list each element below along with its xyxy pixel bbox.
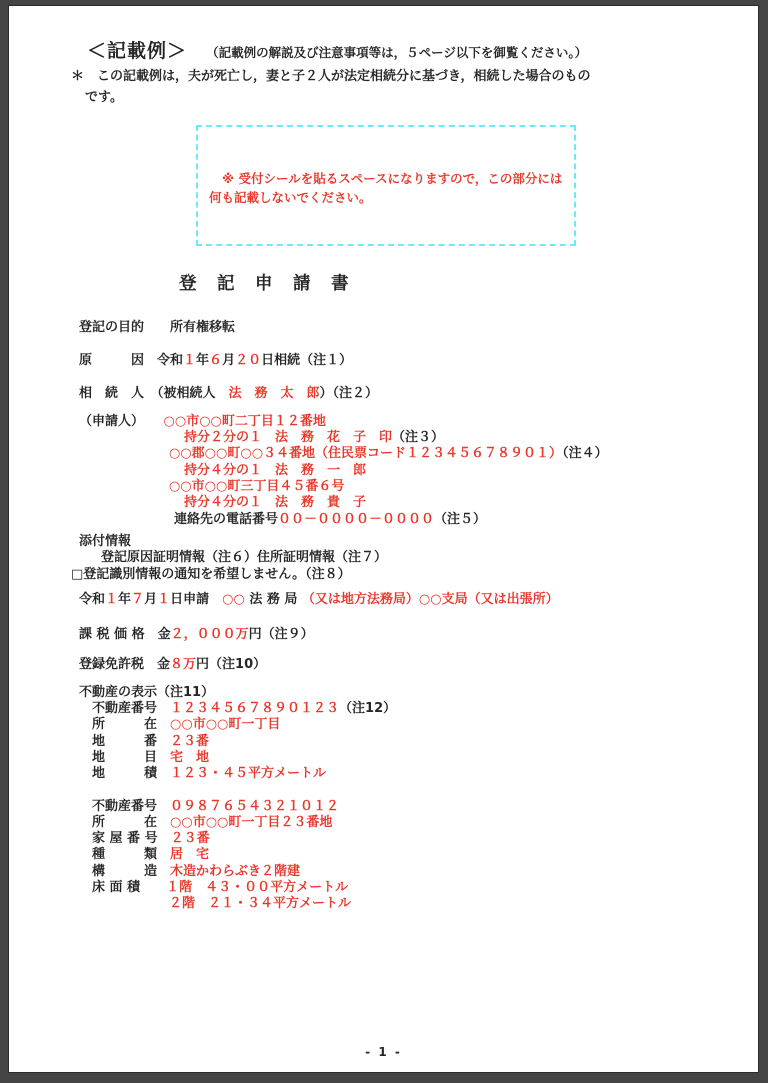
document-line (92, 831, 744, 847)
document-line (184, 463, 744, 479)
text-segment: ２３番 (170, 733, 210, 749)
text-segment: 登記原因証明情報（注６）住所証明情報（注７） (101, 550, 388, 566)
text-segment: 所 在 (92, 814, 171, 830)
text-segment: （注12） (339, 701, 397, 717)
document-line (79, 353, 744, 369)
document-line (92, 717, 744, 733)
text-segment: 令和 (79, 591, 106, 607)
text-segment: （又は地方法務局）○○支局（又は出張所） (301, 591, 559, 607)
document-line (79, 414, 744, 430)
text-segment: 床 面 積 (92, 880, 167, 896)
text-segment: 所 在 (92, 717, 171, 733)
document-line (169, 896, 744, 912)
text-segment: ０９８７６５４３２１０１２ (170, 798, 340, 814)
document-line (92, 799, 744, 815)
document-line (92, 766, 744, 782)
document-line (92, 734, 744, 750)
document-line (101, 550, 744, 566)
document-line (79, 627, 744, 643)
document-line (184, 495, 744, 511)
document-line (92, 847, 744, 863)
document-line (92, 815, 744, 831)
text-segment: 課 税 価 格 金 (79, 627, 171, 643)
text-segment: ２０ (235, 353, 262, 369)
text-segment: 不動産の表示（注11） (79, 684, 215, 700)
text-segment: ７ (131, 591, 145, 607)
page-header (87, 36, 744, 63)
text-segment: （注４） (562, 446, 608, 462)
document-page (8, 5, 759, 1073)
document-line (169, 446, 744, 462)
page-content (71, 36, 744, 913)
text-segment: １ (105, 591, 119, 607)
text-segment: 地 目 (92, 749, 171, 765)
text-segment: 居 宅 (170, 847, 210, 863)
text-segment: ２階 ２１・３４平方メートル (169, 896, 352, 912)
document-line (79, 320, 744, 336)
document-line (79, 685, 744, 701)
text-segment: ）（注２） (319, 385, 379, 401)
text-segment: ６ (209, 353, 223, 369)
document-line (169, 479, 744, 495)
text-segment: 構 造 (92, 863, 171, 879)
text-segment: ２，０００万 (170, 627, 249, 643)
text-segment: 月 (144, 591, 158, 607)
text-segment: １ (183, 353, 197, 369)
text-segment: 種 類 (92, 847, 171, 863)
page-title: 登 記 申 請 書 (179, 274, 350, 294)
document-line (92, 750, 744, 766)
text-segment: 月 (222, 353, 236, 369)
text-segment: ○○ (222, 591, 245, 607)
document-line (79, 386, 744, 402)
text-segment: 原 因 令和 (79, 353, 184, 369)
remark-line-2: です。 (85, 90, 123, 105)
seal-space-box (196, 125, 576, 246)
text-segment: （申請人） (79, 413, 164, 429)
text-segment: 添付情報 (79, 533, 132, 549)
text-segment: 木造かわらぶき２階建 (170, 863, 301, 879)
text-segment: １２３４５６７８９０１２３ (170, 701, 340, 717)
text-segment: 日申請 (170, 591, 223, 607)
text-segment: ○○市○○町三丁目４５番６号 (169, 479, 345, 495)
text-segment: ００－００００－００００ (278, 511, 435, 527)
text-segment: 家 屋 番 号 (92, 831, 171, 847)
text-segment: １２３・４５平方メートル (170, 766, 327, 782)
text-segment: 法 務 太 郎 (228, 385, 320, 401)
document-lines (71, 320, 744, 913)
text-segment: 法 務 局 (244, 591, 302, 607)
document-line (92, 880, 744, 896)
remark-line-1: ＊ この記載例は，夫が死亡し，妻と子２人が法定相続分に基づき，相続した場合のもの (71, 69, 591, 84)
text-segment: ○○郡○○町○○３４番地（住民票コード１２３４５６７８９０１） (169, 446, 563, 462)
text-segment: 不動産番号 (92, 798, 171, 814)
seal-space-note: ※ 受付シールを貼るスペースになりますので，この部分には何も記載しないでください。 (209, 171, 563, 205)
document-line (79, 592, 744, 608)
text-segment: 円（注９） (248, 627, 314, 643)
document-line (184, 430, 744, 446)
text-segment: 登記の目的 所有権移転 (79, 320, 236, 335)
text-segment: 持分２分の１ 法 務 花 子 印 (184, 430, 393, 446)
text-segment: 宅 地 (170, 749, 210, 765)
text-segment: ８万 (170, 657, 197, 673)
text-segment: 持分４分の１ 法 務 一 郎 (184, 462, 367, 478)
text-segment: 持分４分の１ 法 務 貴 子 (184, 495, 367, 511)
text-segment: （注３） (392, 430, 445, 446)
text-segment: １ (157, 591, 171, 607)
document-line (71, 567, 744, 583)
document-line (92, 864, 744, 880)
text-segment: ○○市○○町二丁目１２番地 (163, 413, 326, 429)
text-segment: 相 続 人 （被相続人 (79, 385, 229, 401)
example-label: ＜記載例＞ (87, 40, 188, 62)
text-segment: 登録免許税 金 (79, 657, 171, 673)
text-segment: 連絡先の電話番号 (174, 511, 279, 527)
document-line (79, 534, 744, 550)
text-segment: ○○市○○町一丁目 (170, 717, 281, 733)
text-segment: （注５） (434, 511, 487, 527)
text-segment: 年 (118, 591, 132, 607)
text-segment: 円（注10） (196, 657, 267, 673)
text-segment: １階 ４３・００平方メートル (166, 880, 349, 896)
text-segment: ２３番 (170, 831, 210, 847)
document-line (174, 512, 744, 528)
text-segment: ○○市○○町一丁目２３番地 (170, 814, 333, 830)
example-note: （記載例の解説及び注意事項等は，５ページ以下を御覧ください。） (206, 45, 588, 60)
text-segment: 年 (196, 353, 210, 369)
page-number: - 1 - (365, 1045, 402, 1059)
text-segment: 不動産番号 (92, 701, 171, 717)
text-segment: 日相続（注１） (261, 353, 353, 369)
text-segment: 地 番 (92, 733, 171, 749)
document-line (79, 657, 744, 673)
document-line (92, 701, 744, 717)
text-segment: 地 積 (92, 766, 171, 782)
text-segment: □登記識別情報の通知を希望しません。（注８） (71, 566, 351, 582)
